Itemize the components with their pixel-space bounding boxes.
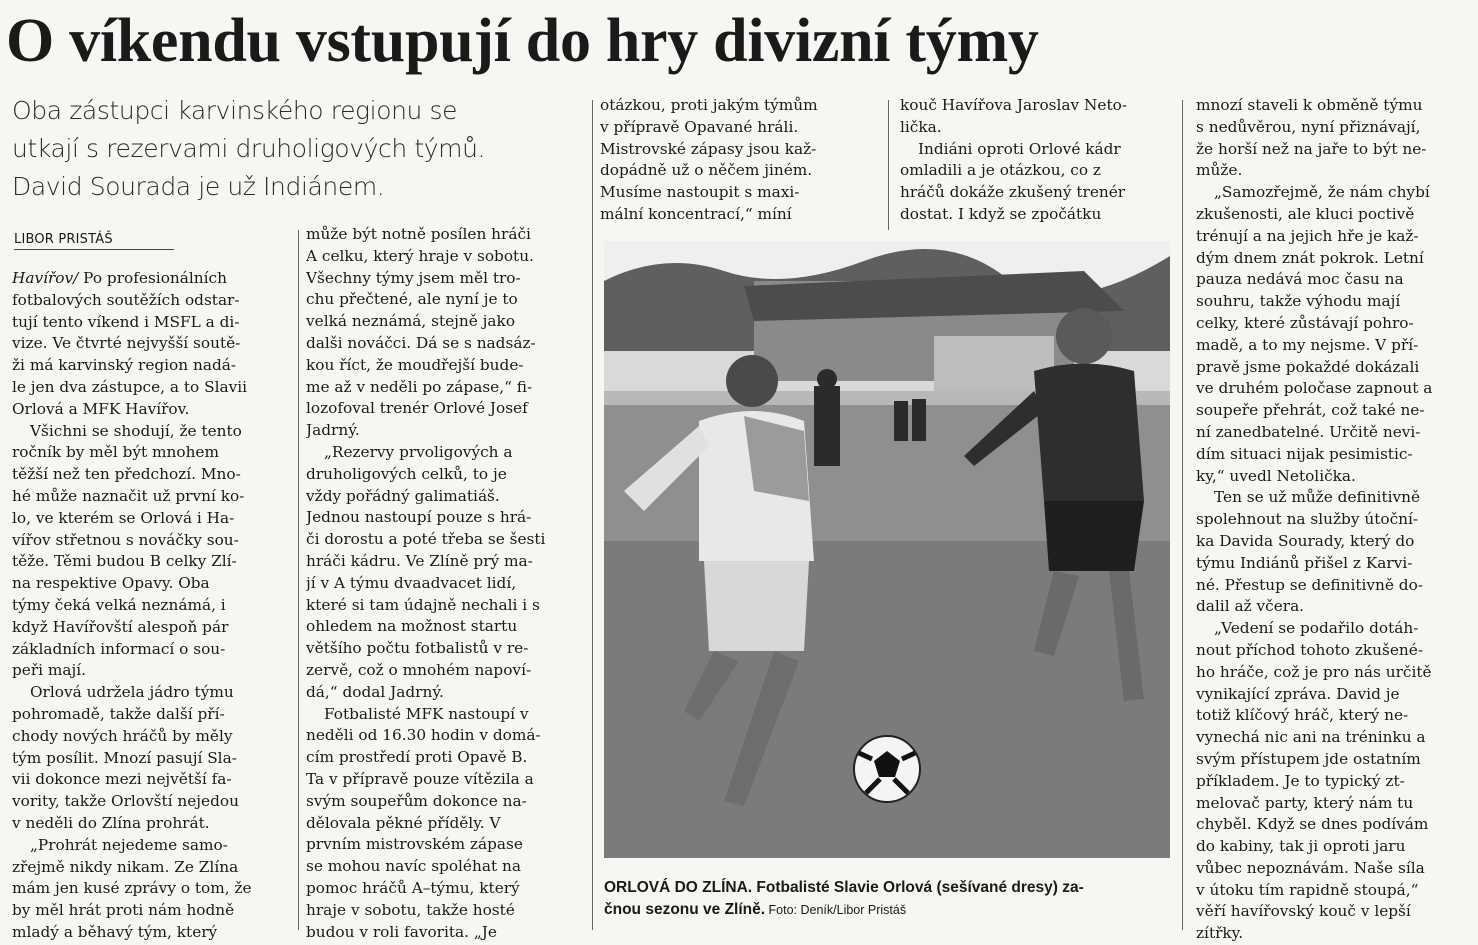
text-line: mnozí staveli k obměně týmu [1196,96,1423,114]
text-line: lozofoval trenér Orlové Josef [306,399,528,418]
photo-credit: Foto: Deník/Libor Pristáš [765,903,907,917]
text-line: ky,“ uvedl Netolička. [1196,466,1356,485]
text-line: Všichni se shodují, že tento [30,421,242,440]
text-line: „Vedení se podařilo dotáh- [1214,619,1419,638]
caption-text: Fotbalisté Slavie Orlová (sešívané dresy) za- [752,879,1084,896]
text-line: druholigových celků, to je [306,464,507,483]
dateline: Havířov/ [12,269,79,287]
text-line: cím prostředí proti Opavě B. [306,748,528,767]
column-divider [298,230,299,930]
text-line: A celku, který hraje v sobotu. [306,246,534,265]
text-line: v útoku tím rapidně stoupá,“ [1196,880,1419,899]
text-line: příkladem. Je to typický zt- [1196,771,1405,790]
lead-paragraph [12,92,582,206]
text-line-rest: Po profesionálních [78,269,227,287]
text-line [12,268,294,290]
text-line: do kabiny, tak ji oproti jaru [1196,837,1406,856]
text-line: dalil až včera. [1196,597,1305,616]
text-line: vii dokonce mezi největší fa- [12,770,232,789]
text-line: mladý a běhavý tým, který [12,922,218,941]
text-line: které si tam údajně nechali i s [306,595,540,614]
text-line: většího počtu fotbalistů v re- [306,639,529,658]
text-line: těže. Těmi budou B celky Zlí- [12,552,237,571]
text-line: celky, které zůstávají pohro- [1196,313,1414,332]
text-line: těžší než ten předchozí. Mno- [12,465,241,484]
text-line: hé může naznačit už první ko- [12,486,245,505]
text-line: neděli od 16.30 hodin v domá- [306,726,541,745]
text-line: soupeře přehrát, což také ne- [1196,401,1425,420]
text-line: může. [1196,161,1243,180]
text-line: hráčů dokáže zkušený trenér [900,183,1126,202]
text-line: věří havířovský kouč v lepší [1196,902,1411,921]
text-line: nout příchod tohoto zkušené- [1196,640,1423,659]
text-line: Jednou nastoupí pouze s hrá- [306,508,532,527]
text-line: dělovala pěkné příděly. V [306,813,501,832]
column-divider [1182,100,1183,930]
text-line: „Rezervy prvoligových a [324,442,513,461]
text-line: tují tento víkend i MSFL a di- [12,312,240,331]
text-line: peři mají. [12,661,87,680]
column-divider [888,100,889,230]
text-line: vynikající zpráva. David je [1196,684,1400,703]
text-line: dalši nováčci. Dá se s nadsáz- [306,333,536,352]
text-line: týmy čeká velká neznámá, i [12,595,226,614]
text-line: ho hráče, což je pro nás určitě [1196,662,1432,681]
text-line: vority, takže Orlovští nejedou [12,792,239,811]
text-line: lo, ve kterém se Orlová i Ha- [12,508,235,527]
text-line: Orlová a MFK Havířov. [12,399,190,418]
text-line: chu přečtené, ale nyní je to [306,290,518,309]
text-line: dostat. I když se zpočátku [900,204,1102,223]
text-line: pravě jsme pokaždé dokázali [1196,357,1420,376]
text-line: když Havířovští alespoň pár [12,617,229,636]
text-line: ohledem na možnost startu [306,617,518,636]
text-line: mám jen kusé zprávy o tom, že [12,879,252,898]
text-line: fotbalových soutěžích odstar- [12,290,240,309]
text-line: vize. Ve čtvrté nejvyšší soutě- [12,334,241,353]
text-line: ka Davida Sourady, který do [1196,531,1415,550]
text-line: ži má karvinský region nadá- [12,356,237,375]
text-line: Musíme nastoupit s maxi- [600,183,800,202]
caption-title: ORLOVÁ DO ZLÍNA. [604,879,753,896]
text-line: v přípravě Opavané hráli. [600,117,799,136]
text-line: Indiáni oproti Orlové kádr [918,139,1121,158]
text-line: či dorostu a poté třeba se šesti [306,530,546,549]
text-line: né. Přestup se definitivně do- [1196,575,1423,594]
text-line: že horší než na jaře to být ne- [1196,139,1427,158]
text-line: Fotbalisté MFK nastoupí v [324,704,529,723]
photo-image [604,241,1170,858]
text-line: totiž klíčový hráč, který ne- [1196,706,1409,725]
text-line: základních informací o sou- [12,639,226,658]
text-line: by měl hrát proti nám hodně [12,901,235,920]
text-line: se mohou navíc spoléhat na [306,857,521,876]
text-line: hráči kádru. Ve Zlíně prý ma- [306,551,533,570]
caption-line [604,899,1172,921]
text-line: svým přístupem jde ostatním [1196,749,1421,768]
text-line: chyběl. Když se dnes podívám [1196,815,1429,834]
text-line: svým soupeřům dokonce na- [306,791,527,810]
text-line: prvním mistrovském zápase [306,835,523,854]
photo-caption [604,877,1172,921]
text-line: kou říct, že moudřejší bude- [306,355,524,374]
text-line: vůbec nepoznávám. Naše síla [1196,858,1425,877]
text-line: lička. [900,117,942,136]
text-line: zítřky. [1196,924,1244,943]
text-line: Ten se už může definitivně [1214,488,1421,507]
text-line: omladili a je otázkou, co z [900,161,1101,180]
article-column-5 [1196,95,1472,945]
text-line: Mistrovské zápasy jsou kaž- [600,139,817,158]
text-line: „Prohrát nejedeme samo- [30,835,228,854]
article-column-2 [306,224,588,943]
text-line: vynechá nic ani na tréninku a [1196,728,1426,747]
text-line: s nedůvěrou, nyní přiznávají, [1196,117,1421,136]
text-line: me až v neděli po zápase,“ fi- [306,377,533,396]
text-line: velká neznámá, stejně jako [306,312,516,331]
text-line: zřejmě nikdy nikam. Ze Zlína [12,857,239,876]
text-line: ní zanedbatelné. Určitě nevi- [1196,422,1421,441]
byline: LIBOR PRISTÁŠ [14,231,174,250]
text-line: dým dnem znát pokrok. Letní [1196,248,1424,267]
text-line: Orlová udržela jádro týmu [30,683,234,702]
text-line: Všechny týmy jsem měl tro- [306,268,521,287]
lead-line: utkají s rezervami druholigových týmů. [12,134,486,163]
text-line: zervě, což o mnohém napoví- [306,660,532,679]
text-line: trénují a na jejich hře je kaž- [1196,226,1419,245]
column-divider [592,100,593,930]
text-line: otázkou, proti jakým týmům [600,96,818,114]
ball-icon [854,736,920,802]
text-line: melovač party, který nám tu [1196,793,1414,812]
lead-line: David Sourada je už Indiánem. [12,172,385,201]
text-line: může být notně posílen hráči [306,225,531,243]
text-line: ve druhém poločase zapnout a [1196,379,1433,398]
text-line: budou v roli favorita. „Je [306,922,497,941]
text-line: chody nových hráčů by měly [12,726,233,745]
text-line: pohromadě, takže další pří- [12,704,225,723]
text-line: dopádně už o něčem jiném. [600,161,813,180]
text-line: na respektive Opavy. Oba [12,574,210,593]
article-column-4 [900,95,1172,226]
text-line: „Samozřejmě, že nám chybí [1214,183,1430,202]
text-line: týmu Indiánů přišel z Karvi- [1196,553,1413,572]
text-line: dím situaci nijak pesimistic- [1196,444,1413,463]
article-column-3 [600,95,875,226]
text-line: zkušenosti, ale kluci poctivě [1196,204,1415,223]
text-line: mální koncentrací,“ míní [600,204,792,223]
text-line: souhru, takže výhodu mají [1196,292,1401,311]
article-column-1 [12,268,294,944]
lead-line: Oba zástupci karvinského regionu se [12,96,458,125]
text-line: ročník by měl být mnohem [12,443,219,462]
text-line: vířov střetnou s nováčky sou- [12,530,239,549]
caption-text: čnou sezonu ve Zlíně. [604,901,766,918]
text-line: kouč Havířova Jaroslav Neto- [900,96,1128,114]
text-line: v neděli do Zlína prohrát. [12,813,210,832]
text-line: spolehnout na služby útoční- [1196,510,1419,529]
headline: O víkendu vstupují do hry divizní týmy [6,7,1039,75]
text-line: Ta v přípravě pouze vítězila a [306,769,534,788]
text-line: pauza nedává moc času na [1196,270,1404,289]
text-line: tým posílit. Mnozí pasují Sla- [12,748,237,767]
text-line: dá,“ dodal Jadrný. [306,682,444,701]
text-line: madě, a to my nejsme. V pří- [1196,335,1419,354]
text-line: le jen dva zástupce, a to Slavii [12,377,248,396]
football-photo [604,241,1170,858]
caption-line [604,877,1172,899]
text-line: vždy pořádný galimatiáš. [306,486,500,505]
text-line: pomoc hráčů A–týmu, který [306,878,520,897]
text-line: Jadrný. [306,421,360,440]
text-line: jí v A týmu dvaadvacet lidí, [306,573,517,592]
text-line: hraje v sobotu, takže hosté [306,900,515,919]
